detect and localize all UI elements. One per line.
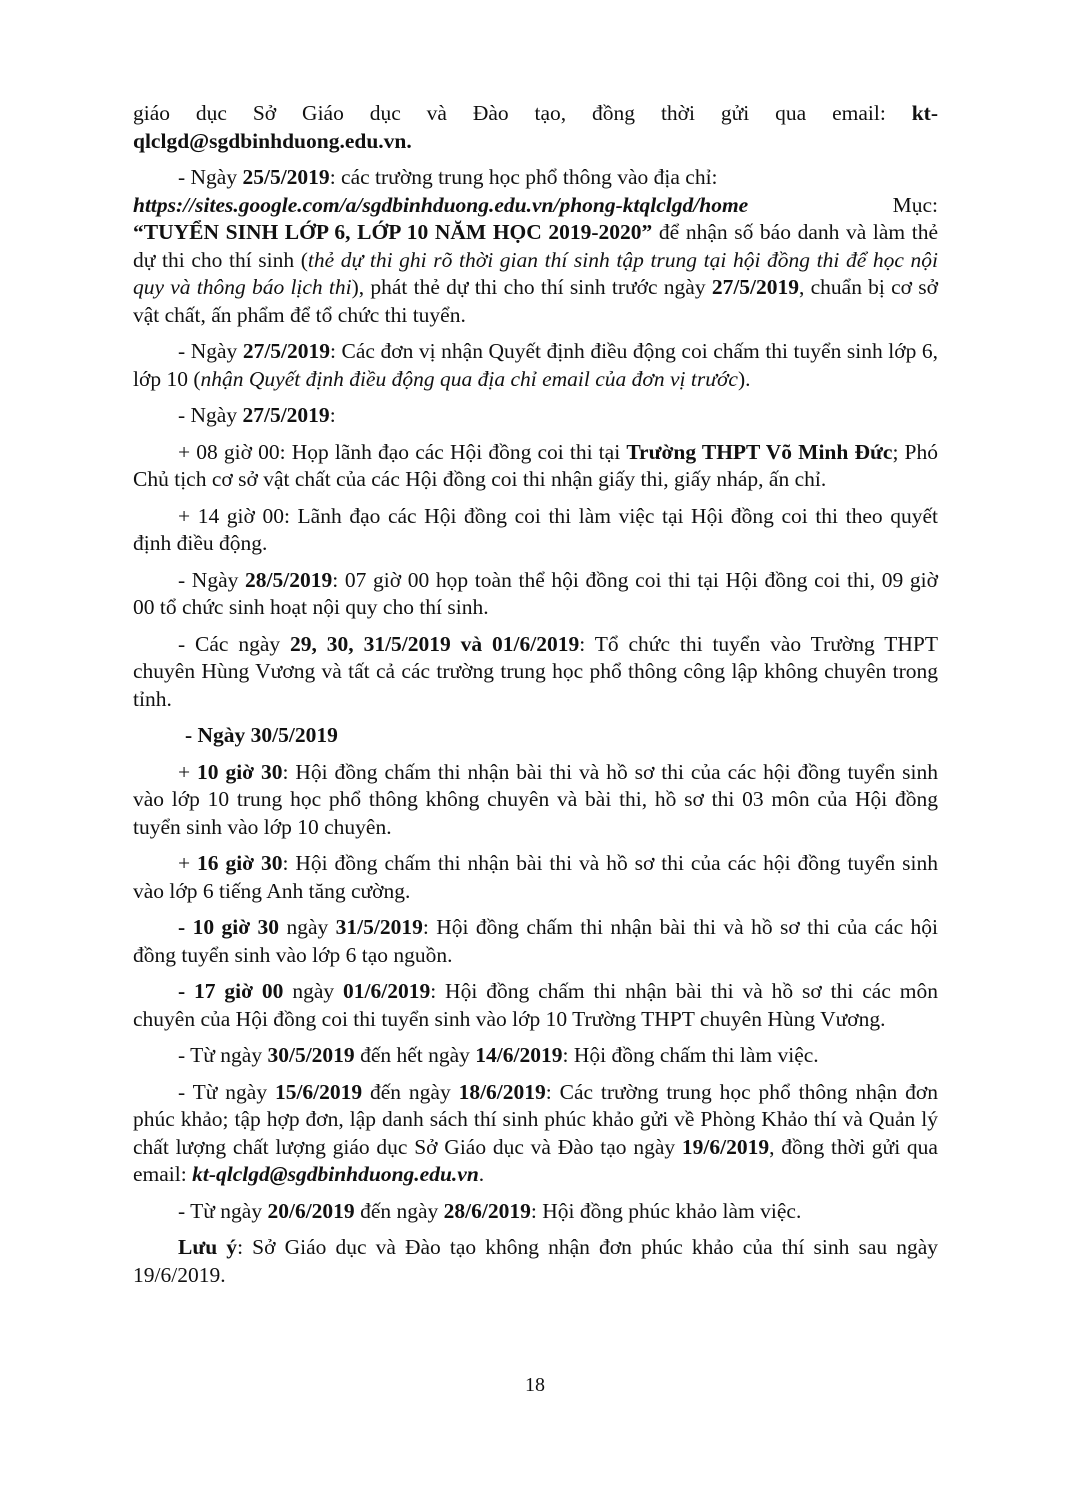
email-link: kt-qlclgd@sgdbinhduong.edu.vn — [192, 1162, 479, 1186]
paragraph-12 — [133, 914, 938, 969]
paragraph-14 — [133, 1042, 938, 1070]
text: ), phát thẻ dự thi cho thí sinh trước ngày — [351, 275, 712, 299]
text: ). — [737, 366, 751, 391]
paragraph-7 — [133, 567, 938, 622]
text: - Từ ngày — [178, 1079, 275, 1104]
text: . — [478, 1162, 485, 1186]
date: 28/5/2019 — [245, 567, 333, 592]
text: đến ngày — [362, 1079, 459, 1104]
text: : 07 giờ 00 họp toàn thể hội đồng coi thi tại Hội đồng coi thi, 09 giờ 00 tổ chức sinh hoạt nội quy cho thí sinh. — [133, 567, 938, 619]
exam-title: “TUYỂN SINH LỚP 6, LỚP 10 NĂM HỌC 2019-2020” — [133, 220, 653, 244]
paragraph-5 — [133, 439, 938, 494]
school-name: Trường THPT Võ Minh Đức — [626, 439, 893, 464]
date: 31/5/2019 — [335, 915, 423, 939]
date: 18/6/2019 — [458, 1079, 546, 1104]
text: : Hội đồng chấm thi nhận bài thi và hồ sơ thi của các hội đồng tuyển sinh vào lớp 10 trung học phổ thông không chuyên và bài thi, hồ sơ thi 03 môn của Hội đồng tuyển sinh vào lớp 10 chuyên. — [133, 759, 938, 839]
url-link: https://sites.google.com/a/sgdbinhduong.edu.vn/phong-ktqlclgd/home — [133, 192, 749, 217]
date: 29, 30, 31/5/2019 và 01/6/2019 — [290, 631, 580, 656]
paragraph-11 — [133, 850, 938, 905]
date: 30/5/2019 — [267, 1043, 355, 1067]
text: Mục: — [748, 192, 938, 217]
text: : Hội đồng chấm thi làm việc. — [562, 1043, 819, 1067]
date: 20/6/2019 — [267, 1198, 355, 1223]
document-body — [133, 100, 938, 1298]
line — [133, 128, 938, 156]
line — [133, 192, 938, 220]
text: : — [329, 403, 336, 427]
date: 14/6/2019 — [475, 1043, 563, 1067]
paragraph-6: + 14 giờ 00: Lãnh đạo các Hội đồng coi thi làm việc tại Hội đồng coi thi theo quyết định điều động. — [133, 503, 938, 555]
text: + 08 giờ 00: Họp lãnh đạo các Hội đồng coi thi tại — [178, 439, 627, 464]
note: thẻ dự thi ghi rõ thời gian thí sinh tập trung tại hội đồng thi để học nội quy và thông báo lịch thi — [133, 247, 939, 299]
text: đến ngày — [354, 1198, 444, 1223]
paragraph-1 — [133, 100, 938, 155]
paragraph-10 — [133, 759, 938, 842]
text: : Sở Giáo dục và Đào tạo không nhận đơn phúc khảo của thí sinh sau ngày — [237, 1235, 939, 1259]
paragraph-2 — [133, 164, 938, 329]
text: , chuẩn bị cơ sở vật chất, ấn phẩm để tổ chức thi tuyển. — [133, 275, 938, 327]
time: - 10 giờ 30 — [178, 915, 280, 939]
email-bold: kt- — [911, 101, 938, 125]
text: - Từ ngày — [178, 1198, 268, 1223]
date: 19/6/2019 — [681, 1134, 770, 1159]
date-heading: - Ngày 30/5/2019 — [185, 723, 338, 747]
text: ; Phó Chủ tịch cơ sở vật chất của các Hội đồng coi thi nhận giấy thi, giấy nháp, ấn chỉ. — [133, 439, 938, 491]
text: : Các đơn vị nhận Quyết định điều động coi chấm thi tuyển sinh lớp 6, lớp 10 ( — [133, 339, 938, 391]
paragraph-17 — [133, 1234, 938, 1289]
text: ngày — [279, 915, 336, 939]
text: - Ngày — [178, 403, 243, 427]
text: , đồng thời gửi qua email: — [133, 1134, 938, 1186]
text: giáo dục Sở Giáo dục và Đào tạo, đồng thời gửi qua email: — [133, 101, 912, 125]
text: : Tổ chức thi tuyển vào Trường THPT chuyên Hùng Vương và tất cả các trường trung học phổ thông công lập không chuyên trong tỉnh. — [133, 631, 938, 711]
paragraph-9 — [133, 722, 938, 750]
email-bold: qlclgd@sgdbinhduong.edu.vn. — [133, 128, 412, 153]
text: : Hội đồng phúc khảo làm việc. — [530, 1198, 802, 1223]
paragraph-15 — [133, 1079, 938, 1189]
text: + — [178, 759, 198, 784]
text: : các trường trung học phổ thông vào địa chỉ: — [329, 165, 718, 189]
paragraph-4 — [133, 402, 938, 430]
note: nhận Quyết định điều động qua địa chỉ email của đơn vị trước — [200, 366, 738, 391]
text: - Ngày — [178, 567, 246, 592]
text: - Ngày — [178, 339, 243, 363]
text: . — [220, 1262, 226, 1287]
text: + — [178, 851, 198, 875]
text: đến hết ngày — [354, 1043, 476, 1067]
text: - Ngày — [178, 165, 243, 189]
time: - 17 giờ 00 — [178, 979, 284, 1003]
date: 01/6/2019 — [343, 979, 431, 1003]
paragraph-8 — [133, 631, 938, 714]
text: - Từ ngày — [178, 1043, 268, 1067]
text: : Các trường trung học phổ thông nhận đơn phúc khảo; tập hợp đơn, lập danh sách thí sinh phúc khảo gửi về Phòng Khảo thí và Quản lý chất lượng chất lượng giáo dục Sở Giáo dục và Đào tạo ngày — [133, 1079, 938, 1159]
text: để nhận số báo danh và làm thẻ dự thi cho thí sinh ( — [133, 220, 938, 272]
date: 28/6/2019 — [443, 1198, 531, 1223]
paragraph-3 — [133, 338, 938, 393]
paragraph-13 — [133, 978, 938, 1033]
date: 19/6/2019 — [133, 1262, 221, 1287]
date: 27/5/2019 — [242, 339, 331, 363]
date: 25/5/2019 — [242, 165, 330, 189]
time: 10 giờ 30 — [197, 759, 283, 784]
text: ngày — [283, 979, 343, 1003]
note-label: Lưu ý — [178, 1235, 238, 1259]
text: : Hội đồng chấm thi nhận bài thi và hồ sơ thi của các hội đồng tuyển sinh vào lớp 6 tạo nguồn. — [133, 915, 939, 967]
text: : Hội đồng chấm thi nhận bài thi và hồ sơ thi của các hội đồng tuyển sinh vào lớp 6 tiếng Anh tăng cường. — [133, 851, 938, 903]
date: 15/6/2019 — [274, 1079, 363, 1104]
date: 27/5/2019 — [711, 275, 800, 299]
text: - Các ngày — [178, 631, 291, 656]
line — [133, 100, 938, 128]
paragraph-16 — [133, 1198, 938, 1226]
page-number: 18 — [525, 1374, 545, 1396]
date: 27/5/2019 — [242, 403, 330, 427]
time: 16 giờ 30 — [197, 851, 283, 875]
text: : Hội đồng chấm thi nhận bài thi và hồ sơ thi các môn chuyên của Hội đồng coi thi tuyển sinh vào lớp 10 Trường THPT chuyên Hùng Vương. — [133, 979, 938, 1031]
